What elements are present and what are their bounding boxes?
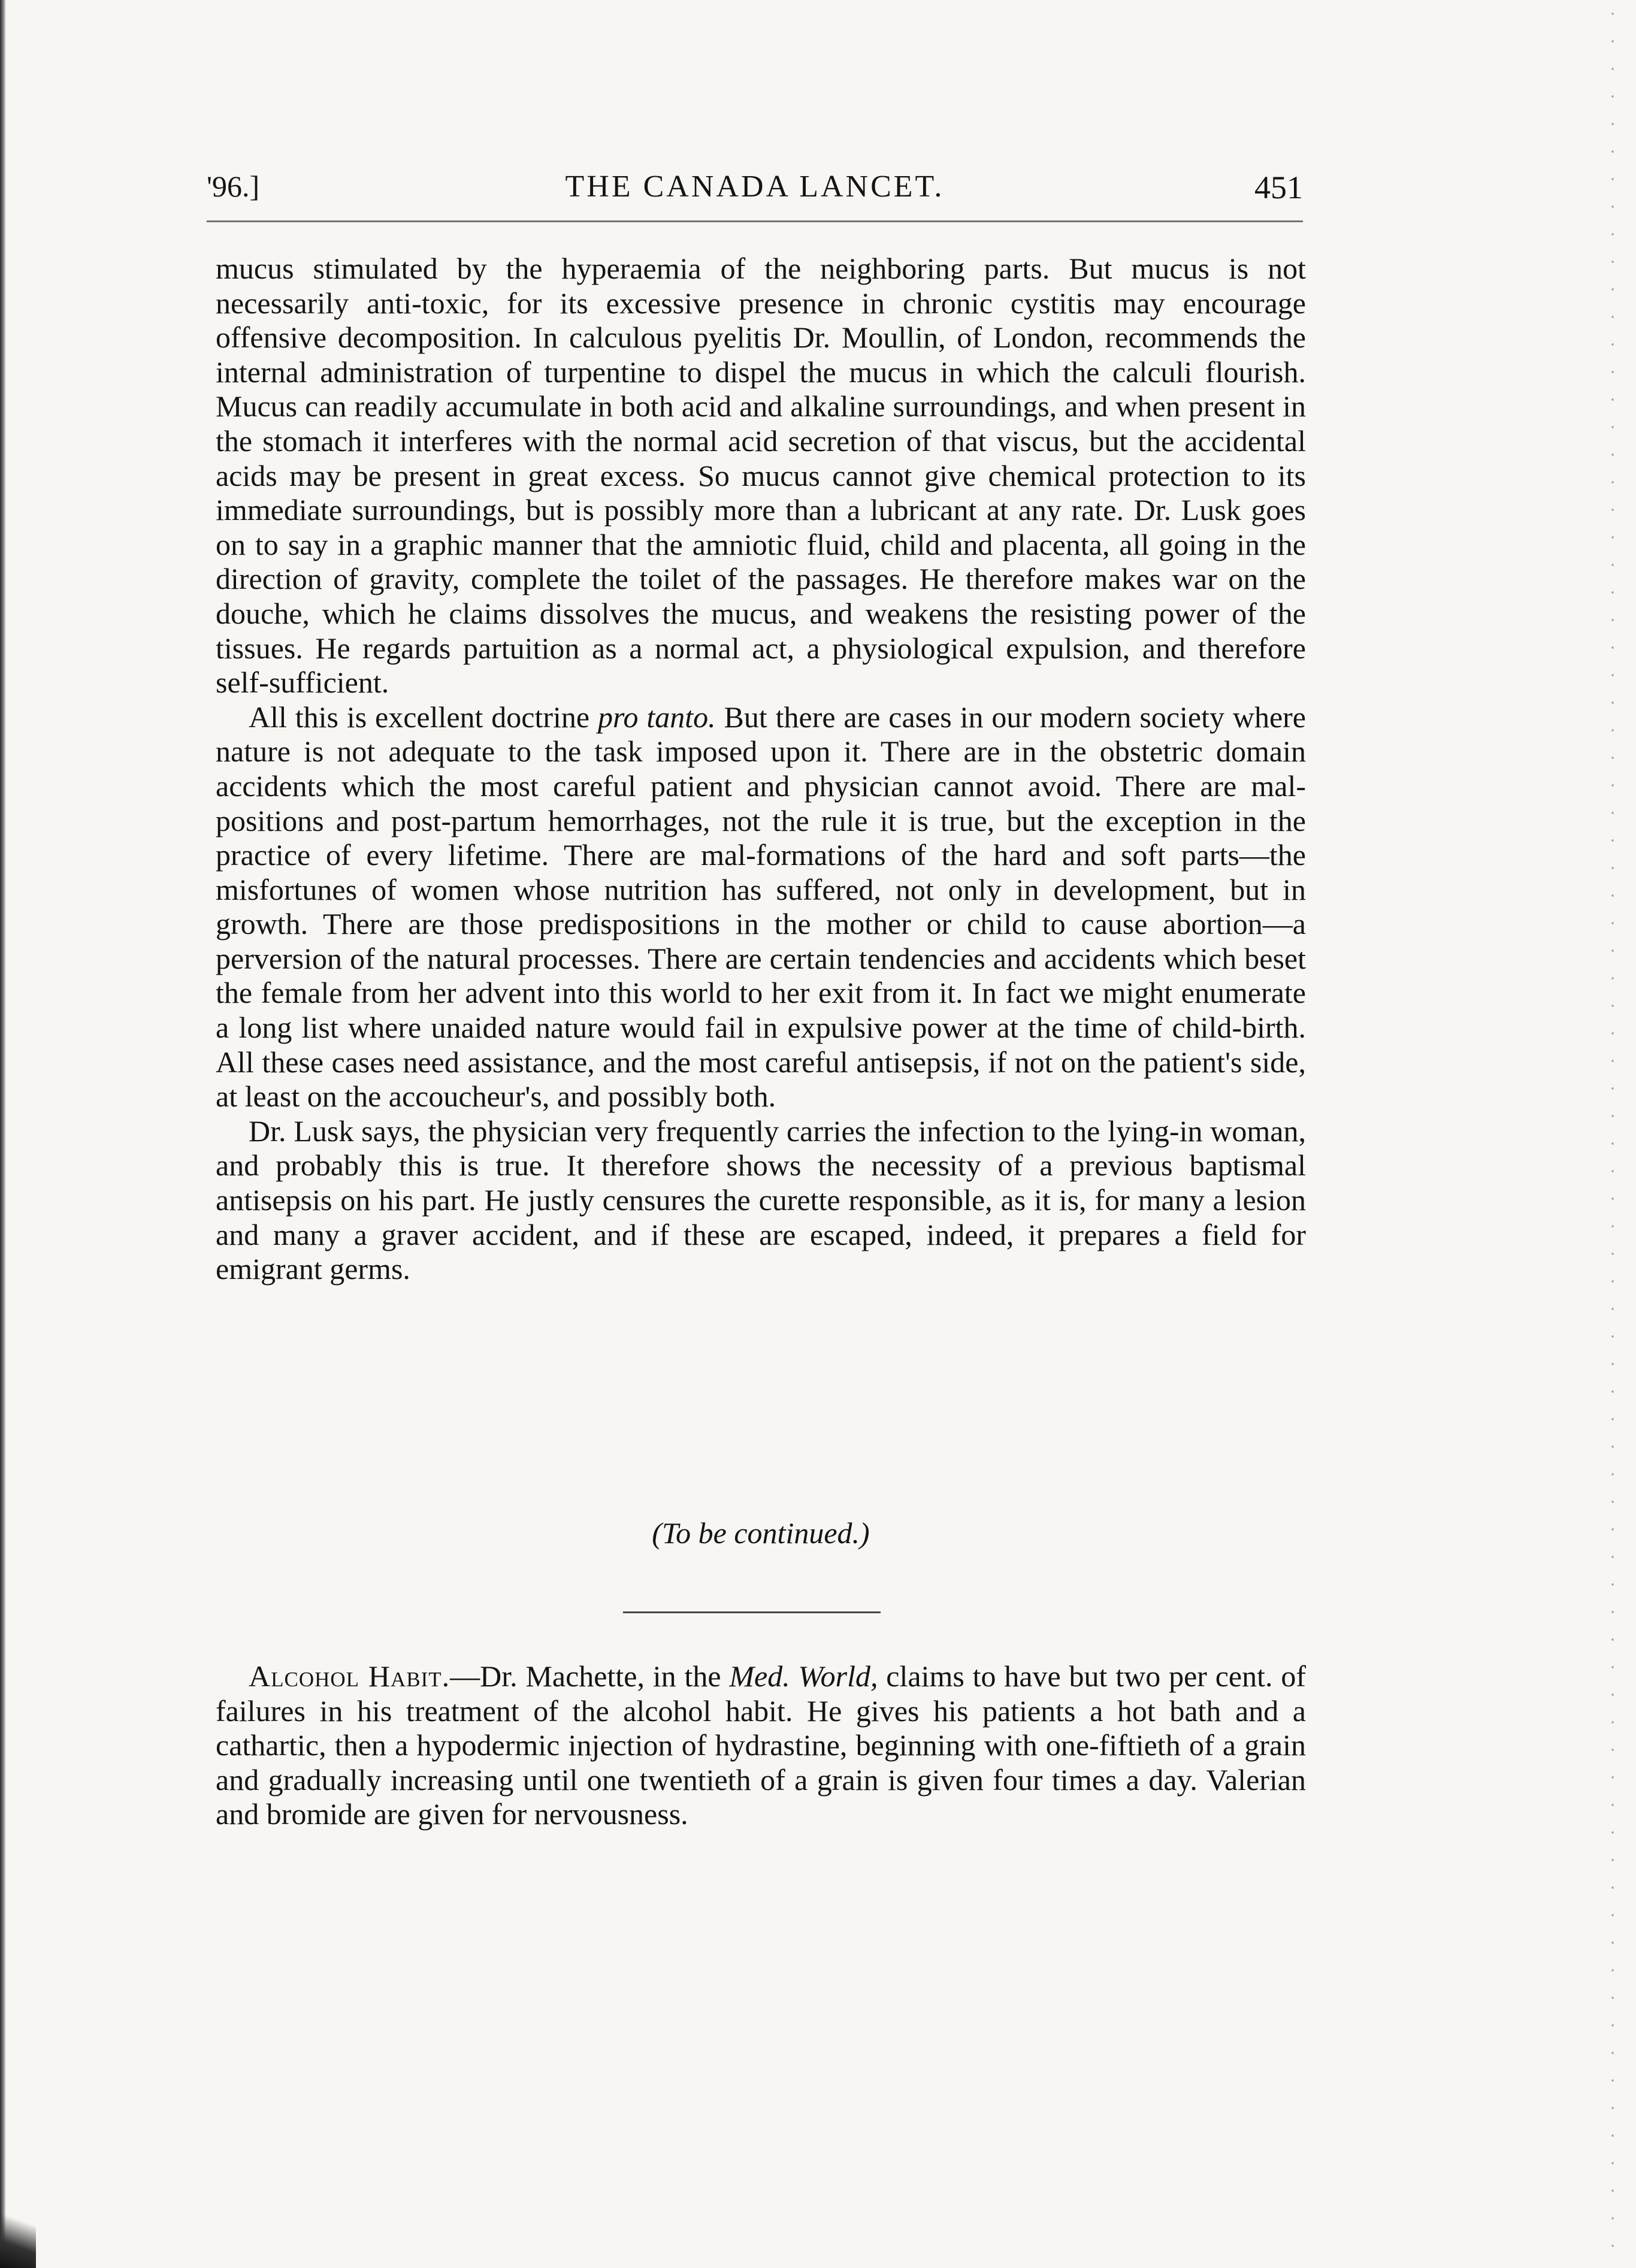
header-rule (207, 220, 1303, 222)
note-body: claims to have but two per cent. of failures in his treatment of the alcohol habit. He gives his patients a hot bath and a cathartic, then a hypodermic injection of hydrastine, beginning with one-fiftieth of a grain and gradually increasing until one twentieth of a grain is given four times a day. Valerian and bromide are given for nervousness. (216, 1659, 1306, 1831)
section-divider (623, 1611, 881, 1613)
paragraph-2 (216, 700, 1306, 1114)
paragraph-2-italic: pro tanto. (597, 700, 716, 734)
header-year: '96.] (207, 170, 260, 203)
alcohol-habit-note (216, 1659, 1306, 1832)
paragraph-1: mucus stimulated by the hyperaemia of the neighboring parts. But mucus is not necessarily anti-toxic, for its excessive presence in chronic cystitis may encourage offensive decomposition. In calculous pyelitis Dr. Moullin, of London, recommends the internal administration of turpentine to dispel the mucus in which the calculi flourish. Mucus can readily accumulate in both acid and alkaline surroundings, and when present in the stomach it interferes with the normal acid secretion of that viscus, but the accidental acids may be present in great excess. So mucus cannot give chemical protection to its immediate surroundings, but is possibly more than a lubricant at any rate. Dr. Lusk goes on to say in a graphic manner that the amniotic fluid, child and placenta, all going in the direction of gravity, complete the toilet of the passages. He therefore makes war on the douche, which he claims dissolves the mucus, and weakens the resisting power of the tissues. He regards partuition as a normal act, a physiological expulsion, and therefore self-sufficient. (216, 252, 1306, 700)
paragraph-2-lead: All this is excellent doctrine (249, 700, 598, 734)
article-body (216, 252, 1306, 1287)
journal-title: THE CANADA LANCET. (565, 170, 945, 204)
note-heading: Alcohol Habit. (249, 1659, 450, 1693)
scan-margin-speckle (1604, 0, 1622, 2268)
running-head (207, 162, 1303, 210)
note-lead: —Dr. Machette, in the (450, 1659, 730, 1693)
paragraph-3: Dr. Lusk says, the physician very frequently carries the infection to the lying-in woman, and probably this is true. It therefore shows the necessity of a previous baptismal antisepsis on his part. He justly censures the curette responsible, as it is, for many a lesion and many a graver accident, and if these are escaped, indeed, it prepares a field for emigrant germs. (216, 1114, 1306, 1286)
note-paragraph (216, 1659, 1306, 1832)
continued-note: (To be continued.) (652, 1516, 870, 1550)
page-number: 451 (1254, 170, 1303, 205)
paragraph-2-rest: But there are cases in our modern society where nature is not adequate to the task imposed upon it. There are in the obstetric domain accidents which the most careful patient and physician cannot avoid. There are mal-positions and post-partum hemorrhages, not the rule it is true, but the exception in the practice of every lifetime. There are mal-formations of the hard and soft parts—the misfortunes of women whose nutrition has suffered, not only in development, but in growth. There are those predispositions in the mother or child to cause abortion—a perversion of the natural processes. There are certain tendencies and accidents which beset the female from her advent into this world to her exit from it. In fact we might enumerate a long list where unaided nature would fail in expulsive power at the time of child-birth. All these cases need assistance, and the most careful antisepsis, if not on the patient's side, at least on the accoucheur's, and possibly both. (216, 700, 1306, 1114)
scan-corner-shadow (0, 2202, 36, 2268)
note-source: Med. World, (729, 1659, 878, 1693)
page-binding-edge (0, 0, 6, 2268)
